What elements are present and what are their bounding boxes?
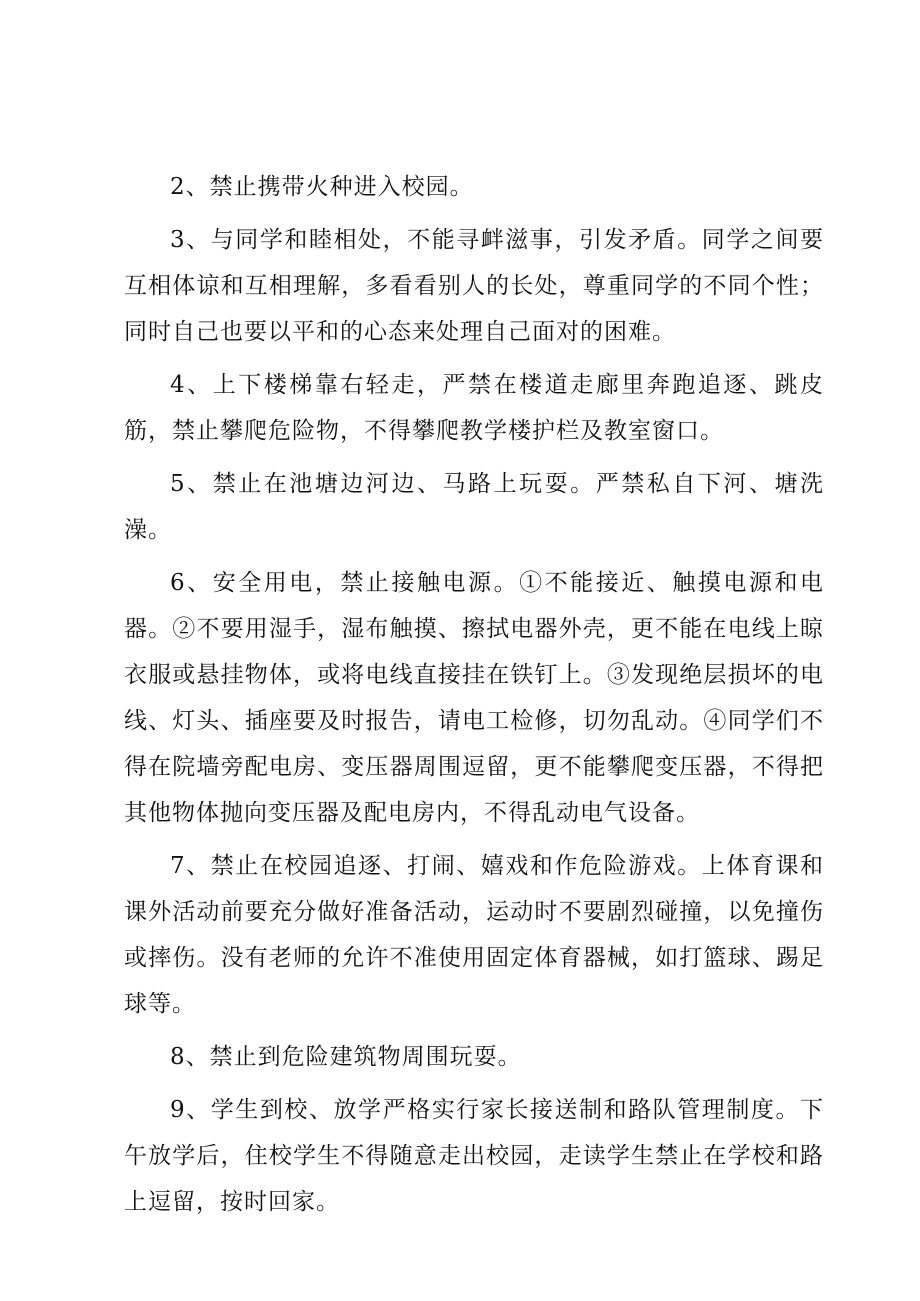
rule-paragraph-2: 2、禁止携带火种进入校园。 (170, 174, 474, 200)
rule-paragraph-7: 7、禁止在校园追逐、打闹、嬉戏和作危险游戏。上体育课和课外活动前要充分做好准备活动，运动时不要剧烈碰撞，以免撞伤或摔伤。没有老师的允许不准使用固定体育器械，如打篮球、踢足球等。 (124, 853, 824, 1017)
document-body (124, 164, 824, 1232)
rule-paragraph-6: 6、安全用电，禁止接触电源。①不能接近、触摸电源和电器。②不要用湿手，湿布触摸、擦拭电器外壳，更不能在电线上晾衣服或悬挂物体，或将电线直接挂在铁钉上。③发现绝层损坏的电线、灯头、插座要及时报告，请电工检修，切勿乱动。④同学们不得在院墙旁配电房、变压器周围逗留，更不能攀爬变压器，不得把其他物体抛向变压器及配电房内，不得乱动电气设备。 (124, 570, 824, 826)
rule-paragraph-5: 5、禁止在池塘边河边、马路上玩耍。严禁私自下河、塘洗澡。 (124, 471, 824, 543)
rule-paragraph-8: 8、禁止到危险建筑物周围玩耍。 (170, 1044, 522, 1070)
rule-paragraph-4: 4、上下楼梯靠右轻走，严禁在楼道走廊里奔跑追逐、跳皮筋，禁止攀爬危险物，不得攀爬教学楼护栏及教室窗口。 (124, 372, 824, 444)
rule-paragraph-3: 3、与同学和睦相处，不能寻衅滋事，引发矛盾。同学之间要互相体谅和互相理解，多看看别人的长处，尊重同学的不同个性；同时自己也要以平和的心态来处理自己面对的困难。 (124, 227, 824, 345)
rule-paragraph-9: 9、学生到校、放学严格实行家长接送制和路队管理制度。下午放学后，住校学生不得随意走出校园，走读学生禁止在学校和路上逗留，按时回家。 (124, 1097, 824, 1215)
